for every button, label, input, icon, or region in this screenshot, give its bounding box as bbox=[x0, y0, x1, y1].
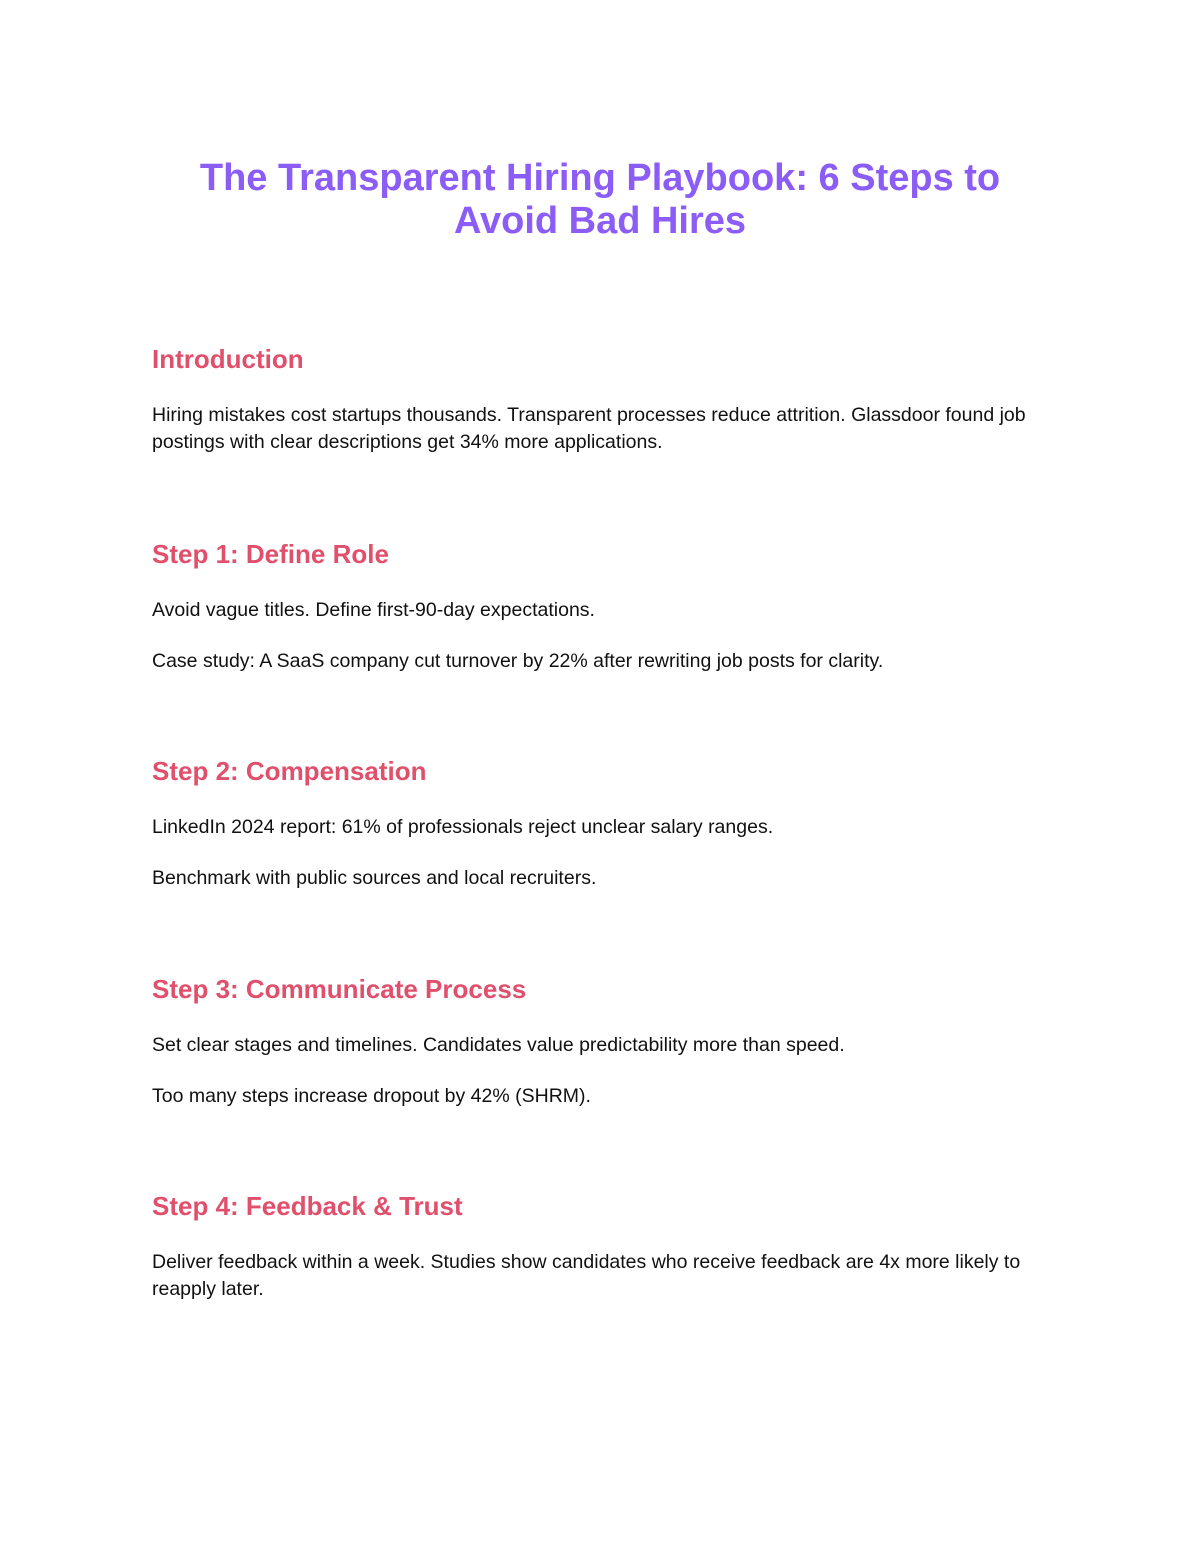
section-paragraph: Case study: A SaaS company cut turnover by 22% after rewriting job posts for clarity. bbox=[152, 650, 884, 672]
section-heading: Introduction bbox=[152, 344, 304, 374]
section-paragraph: Set clear stages and timelines. Candidates value predictability more than speed. bbox=[152, 1034, 845, 1056]
section-step-2 bbox=[152, 755, 1052, 892]
section-step-1 bbox=[152, 538, 1052, 675]
section-introduction bbox=[152, 343, 1052, 456]
section-heading: Step 1: Define Role bbox=[152, 539, 389, 569]
section-step-4 bbox=[152, 1190, 1052, 1303]
section-paragraph: Deliver feedback within a week. Studies show candidates who receive feedback are 4x more likely to reapply later. bbox=[152, 1251, 1021, 1300]
section-paragraph: LinkedIn 2024 report: 61% of professionals reject unclear salary ranges. bbox=[152, 816, 774, 838]
section-paragraph: Too many steps increase dropout by 42% (SHRM). bbox=[152, 1085, 591, 1107]
section-heading: Step 2: Compensation bbox=[152, 756, 427, 786]
section-step-3 bbox=[152, 973, 1052, 1110]
section-paragraph: Benchmark with public sources and local recruiters. bbox=[152, 867, 597, 889]
section-heading: Step 3: Communicate Process bbox=[152, 974, 527, 1004]
section-heading: Step 4: Feedback & Trust bbox=[152, 1191, 463, 1221]
section-paragraph: Avoid vague titles. Define first-90-day expectations. bbox=[152, 599, 595, 621]
document-title: The Transparent Hiring Playbook: 6 Steps to Avoid Bad Hires bbox=[199, 157, 1001, 242]
section-paragraph: Hiring mistakes cost startups thousands. Transparent processes reduce attrition. Glassdoor found job postings with clear descriptions get 34% more applications. bbox=[152, 404, 1026, 453]
